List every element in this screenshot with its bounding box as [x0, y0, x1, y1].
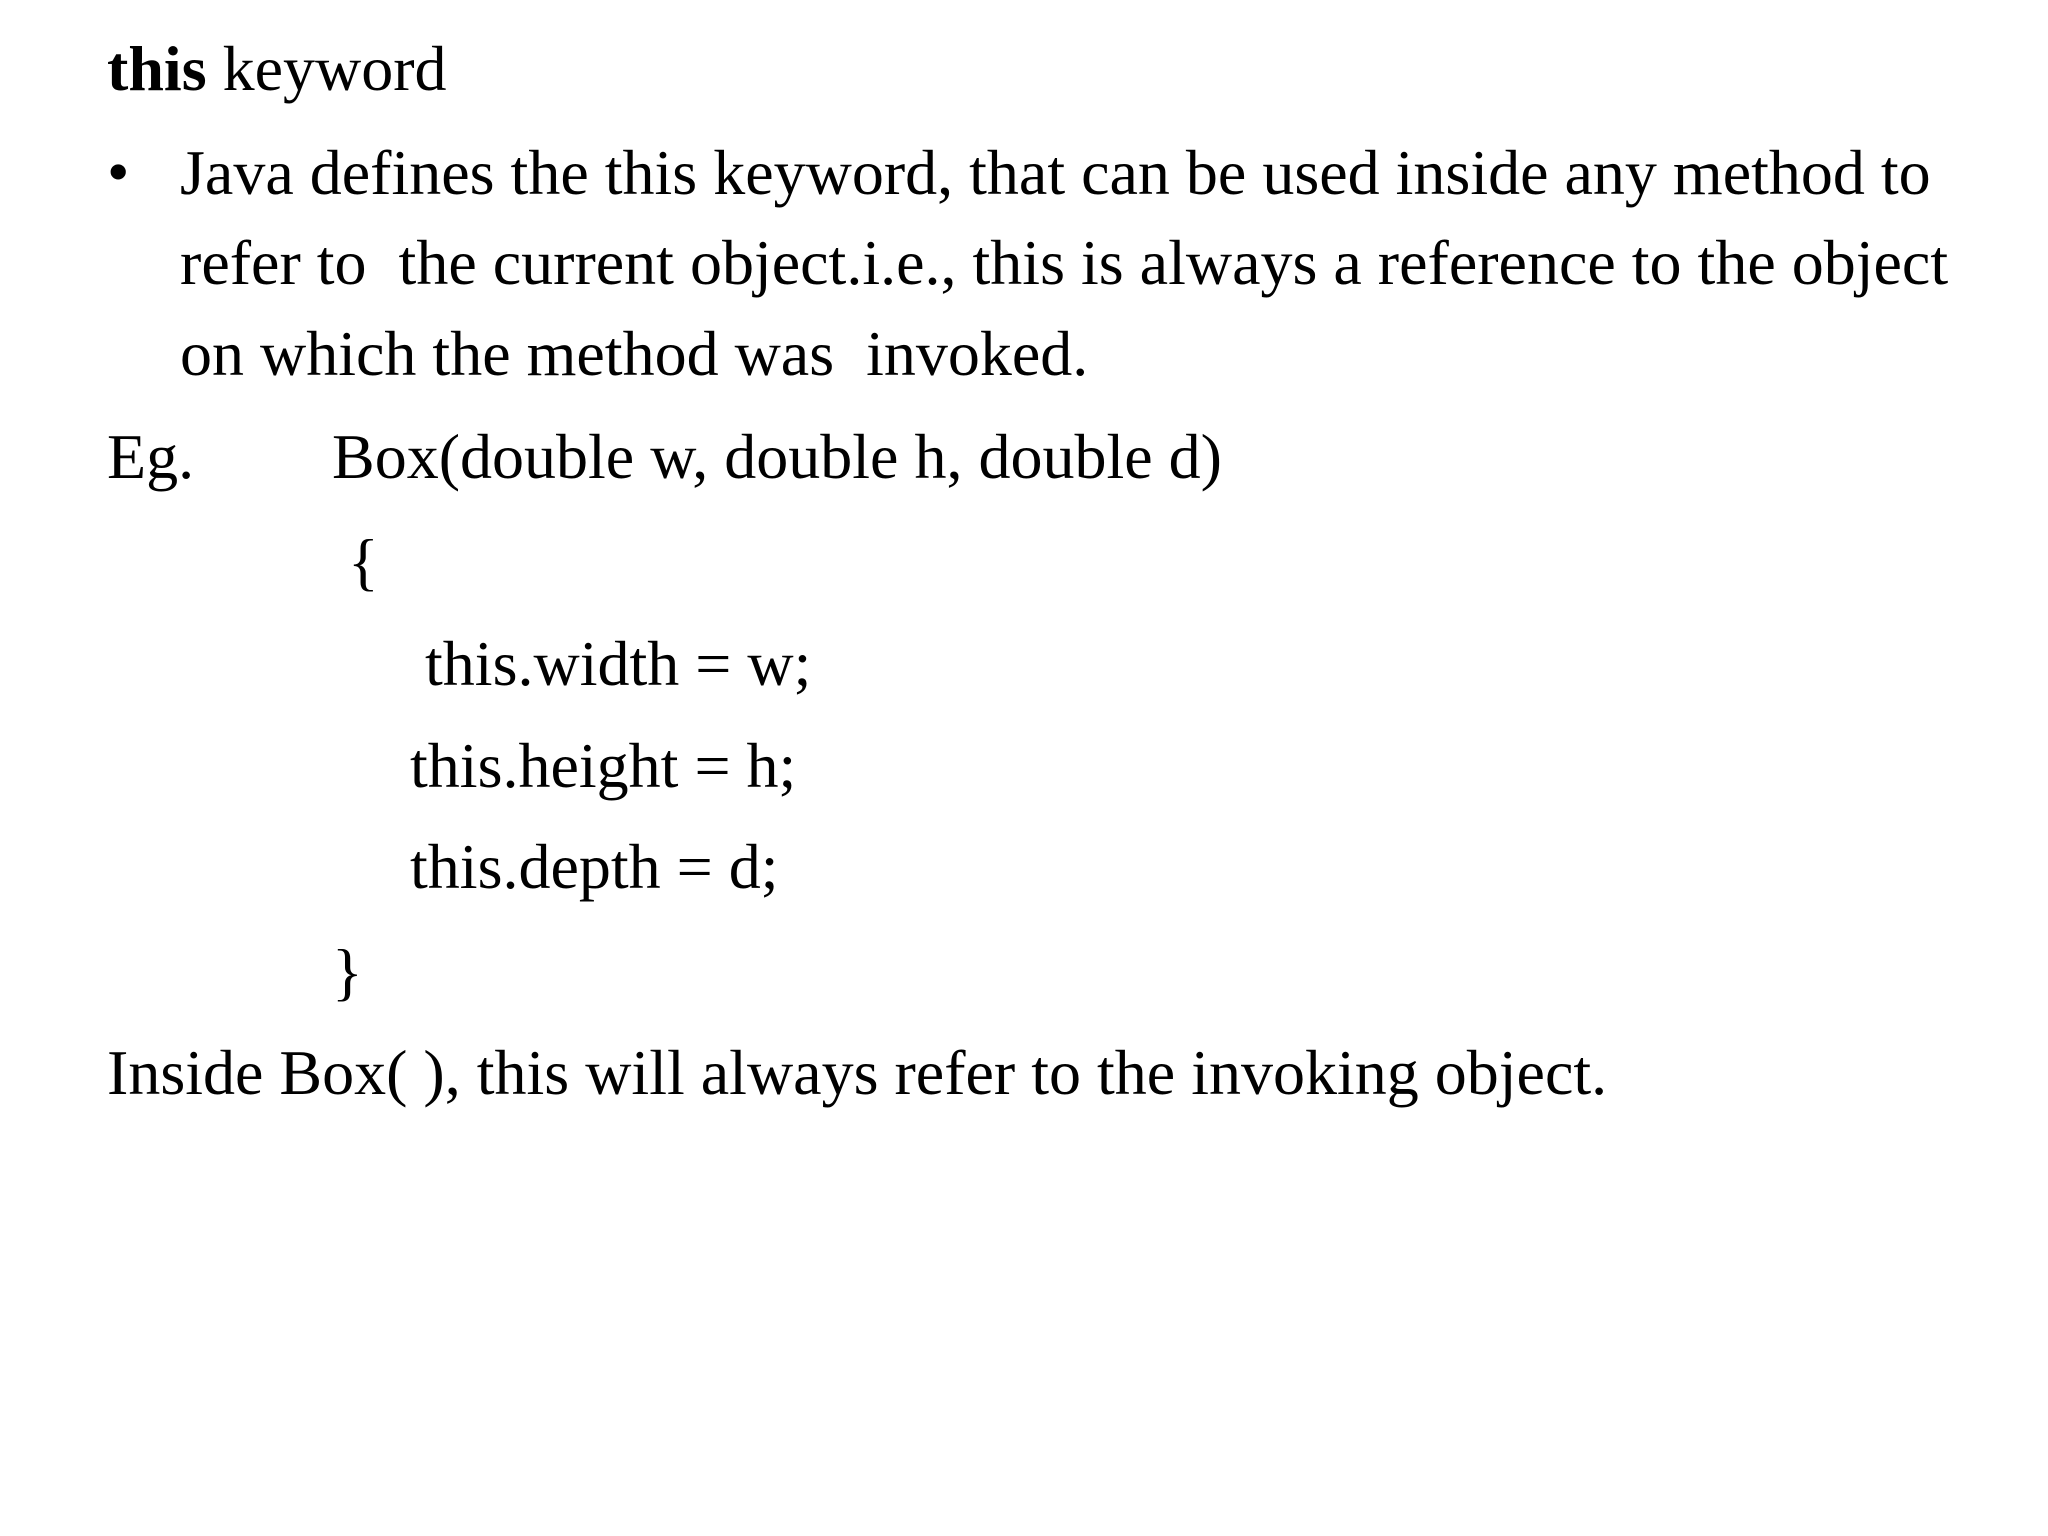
example-label: Eg. [107, 421, 195, 492]
code-close-brace: } [332, 936, 363, 1007]
code-statement: this.height = h; [410, 730, 797, 801]
slide-title [107, 33, 447, 104]
code-statement: this.depth = d; [410, 831, 779, 902]
code-statement: this.width = w; [425, 628, 812, 699]
bullet-text-line: on which the method was invoked. [180, 318, 1089, 389]
title-rest: keyword [206, 33, 447, 104]
code-signature: Box(double w, double h, double d) [332, 421, 1222, 492]
conclusion-text: Inside Box( ), this will always refer to the invoking object. [107, 1037, 1608, 1108]
title-keyword: this [107, 33, 207, 104]
bullet-text-line: Java defines the this keyword, that can be used inside any method to [180, 137, 1931, 208]
bullet-text-line: refer to the current object.i.e., this is always a reference to the object [180, 227, 1949, 298]
code-open-brace: { [348, 526, 379, 597]
bullet-icon: • [107, 136, 130, 207]
